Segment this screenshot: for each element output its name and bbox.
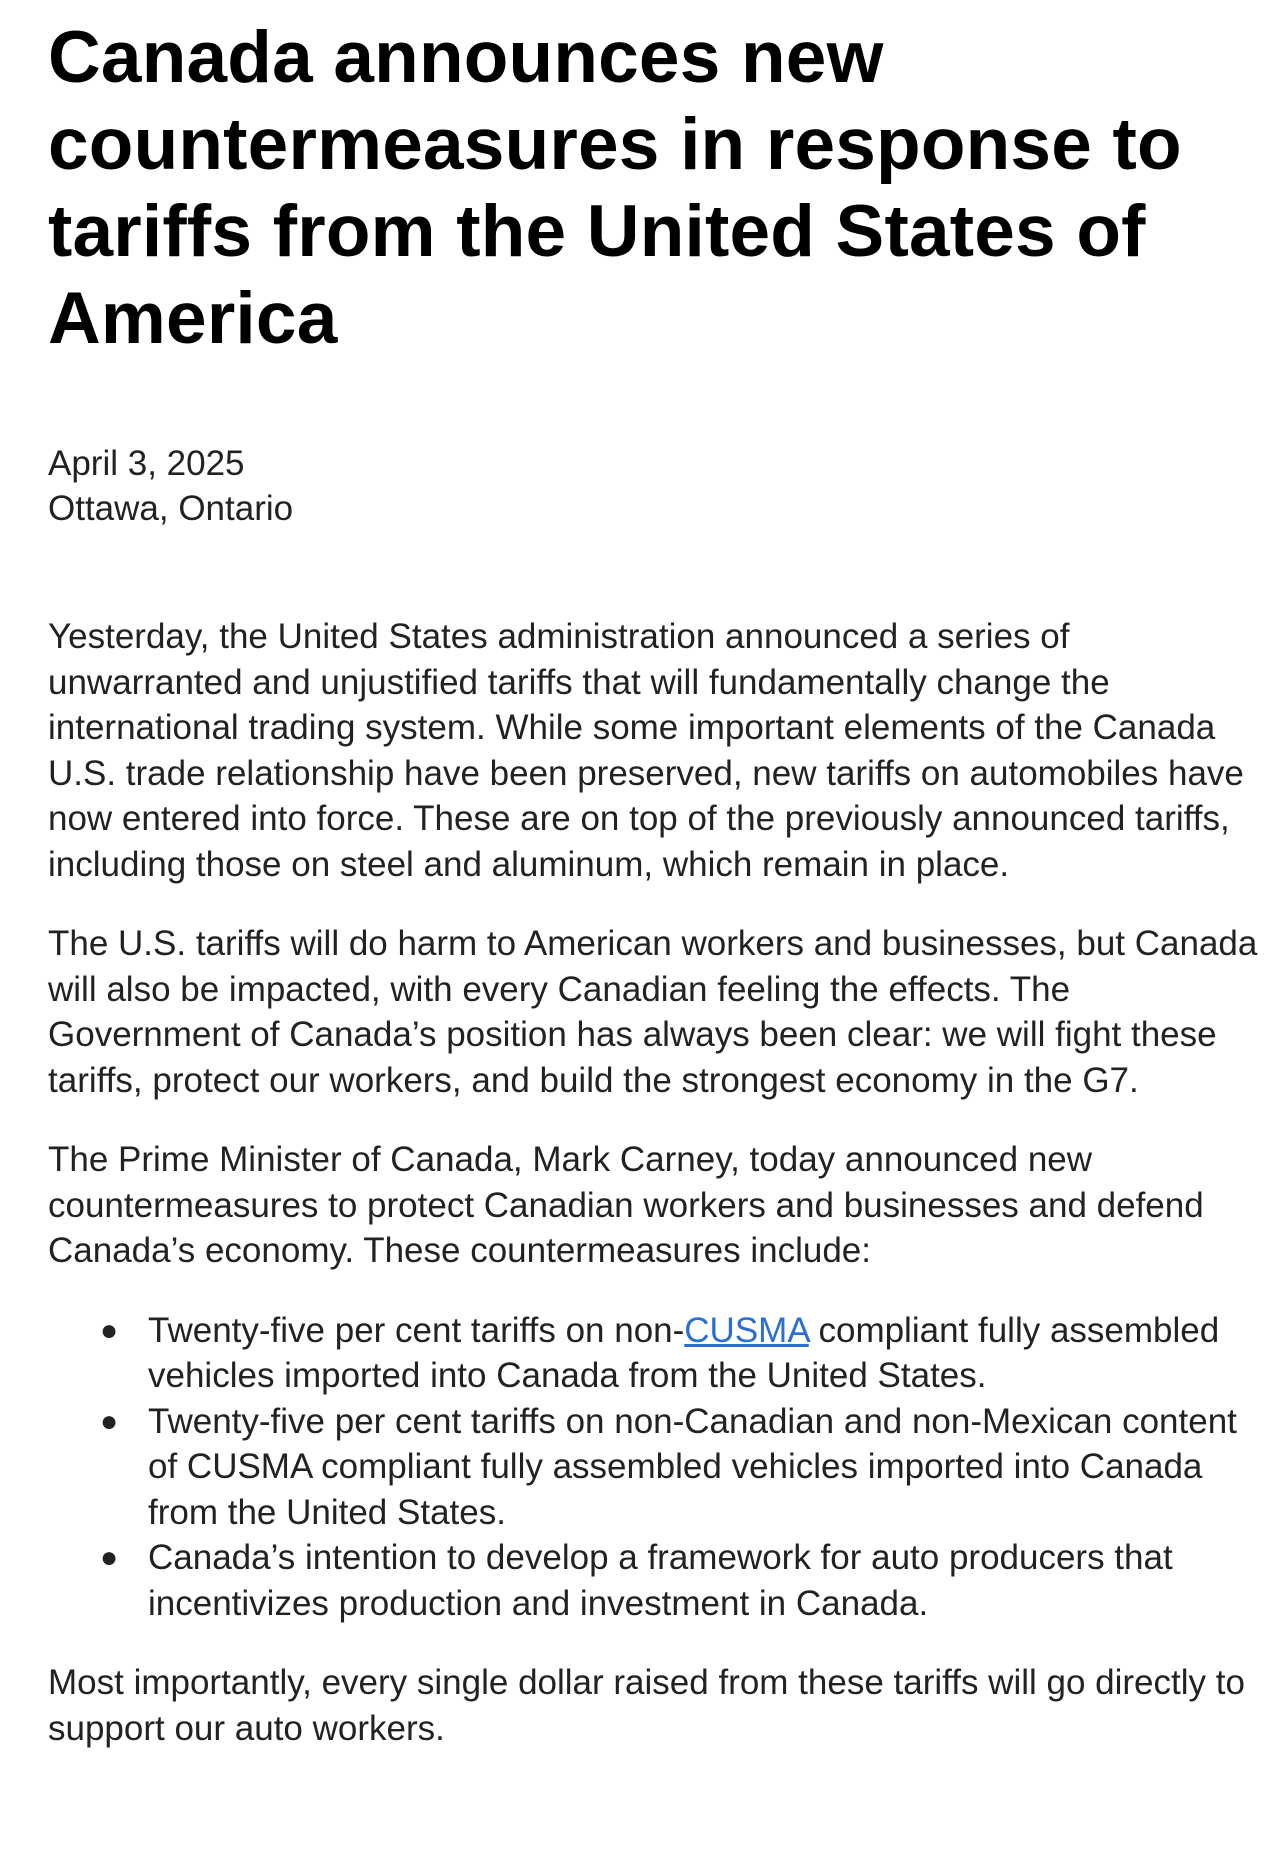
list-item-text-after: compliant fully assembled vehicles imported into Canada from the United States. (148, 1310, 1220, 1395)
closing-paragraph: Most importantly, every single dollar raised from these tariffs will go directly to support our auto workers. (48, 1663, 1245, 1748)
list-item (100, 1399, 1258, 1536)
list-item-text-before: Twenty-five per cent tariffs on non- (148, 1310, 685, 1350)
cusma-link[interactable]: CUSMA (684, 1310, 809, 1350)
bullet-icon: ● (100, 1313, 119, 1347)
article-location: Ottawa, Ontario (48, 489, 294, 528)
countermeasures-list (48, 1308, 1258, 1627)
bullet-icon: ● (100, 1404, 119, 1438)
paragraph-2: The U.S. tariffs will do harm to American workers and businesses, but Canada will also be impacted, with every Canadian feeling the effects. The Government of Canada’s position has always been clear: we will fight these tariffs, protect our workers, and build the strongest economy in the G7. (48, 924, 1258, 1100)
article-body (48, 614, 1258, 1751)
article-date: April 3, 2025 (48, 444, 245, 483)
list-item (100, 1535, 1258, 1626)
paragraph-3: The Prime Minister of Canada, Mark Carney, today announced new countermeasures to protect Canadian workers and businesses and defend Canada’s economy. These countermeasures include: (48, 1140, 1204, 1270)
bullet-icon: ● (100, 1541, 119, 1574)
list-item (100, 1308, 1258, 1399)
article-title: Canada announces new countermeasures in response to tariffs from the United States of America (48, 17, 1182, 359)
paragraph-1: Yesterday, the United States administration announced a series of unwarranted and unjustified tariffs that will fundamentally change the international trading system. While some important elements of the Canada U.S. trade relationship have been preserved, new tariffs on automobiles have now entered into force. These are on top of the previously announced tariffs, including those on steel and aluminum, which remain in place. (48, 617, 1244, 884)
list-item-text: Twenty-five per cent tariffs on non-Canadian and non-Mexican content of CUSMA compliant fully assembled vehicles imported into Canada from the United States. (148, 1401, 1237, 1532)
list-item-text: Canada’s intention to develop a framework for auto producers that incentivizes production and investment in Canada. (148, 1538, 1173, 1623)
article-meta (48, 441, 1244, 531)
